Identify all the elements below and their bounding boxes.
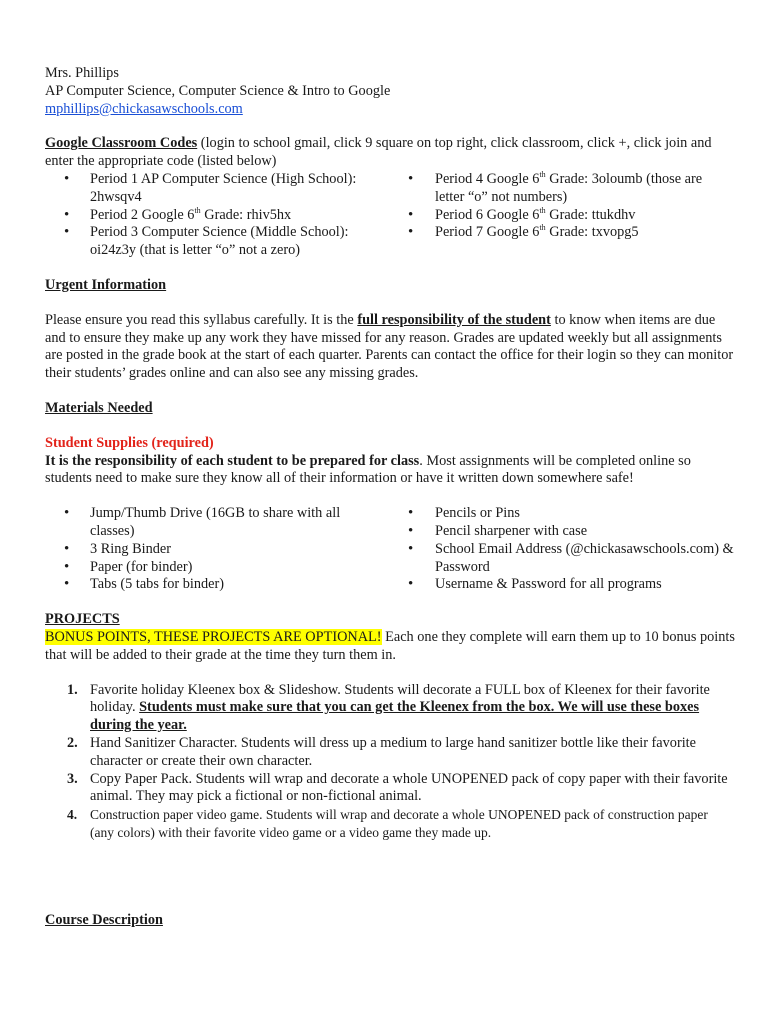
supplies-left [45, 505, 372, 594]
supply-item: • Jump/Thumb Drive (16GB to share with all classes) [45, 505, 372, 541]
classroom-codes-right [408, 171, 735, 242]
code-item: • Period 4 Google 6th Grade: 3oloumb (those are letter “o” not numbers) [408, 171, 735, 207]
supply-item: • Username & Password for all programs [408, 576, 735, 594]
bonus-highlight: BONUS POINTS, THESE PROJECTS ARE OPTIONAL! [45, 628, 382, 645]
project-item: 4. Construction paper video game. Students will wrap and decorate a whole UNOPENED pack of construction paper (any colors) with their favorite video game or a video game they made up. [67, 807, 708, 840]
classroom-codes-columns [45, 171, 735, 260]
classroom-codes-intro: Google Classroom Codes (login to school gmail, click 9 square on top right, click classroom, click +, click join and enter the appropriate code (listed below) [45, 135, 712, 170]
supply-item: • Paper (for binder) [45, 559, 372, 577]
project-item: 1. Favorite holiday Kleenex box & Slideshow. Students will decorate a FULL box of Kleenex for their favorite holiday. Students must make sure that you can get the Kleenex from the box. We will use these boxes during the year. [67, 681, 710, 734]
bonus-paragraph: BONUS POINTS, THESE PROJECTS ARE OPTIONAL! Each one they complete will earn them up to 10 bonus points that will be added to their grade at the time they turn them in. [45, 628, 735, 663]
supply-item: • Pencils or Pins [408, 505, 735, 523]
courses-line: AP Computer Science, Computer Science & Intro to Google [45, 82, 391, 99]
course-description-heading: Course Description [45, 911, 163, 928]
syllabus-page [45, 65, 735, 929]
project-item: 3. Copy Paper Pack. Students will wrap and decorate a whole UNOPENED pack of copy paper with their favorite animal. They may pick a fictional or non-fictional animal. [67, 770, 728, 805]
code-item: • Period 1 AP Computer Science (High School): 2hwsqv4 [45, 171, 372, 207]
project-item: 2. Hand Sanitizer Character. Students will dress up a medium to large hand sanitizer bottle like their favorite character or create their own character. [67, 734, 696, 769]
code-item: • Period 3 Computer Science (Middle School): oi24z3y (that is letter “o” not a zero) [45, 224, 372, 260]
code-item: • Period 6 Google 6th Grade: ttukdhv [408, 207, 735, 225]
supply-item: • 3 Ring Binder [45, 541, 372, 559]
supplies-title: Student Supplies (required) [45, 434, 214, 451]
responsibility-paragraph: It is the responsibility of each student to be prepared for class. Most assignments will be completed online so students need to make sure they know all of their information or have it written down somewhere safe! [45, 452, 691, 487]
projects-list [45, 682, 735, 842]
supply-item: • School Email Address (@chickasawschools.com) & Password [408, 541, 735, 577]
supplies-right [408, 505, 735, 594]
code-item: • Period 7 Google 6th Grade: txvopg5 [408, 224, 735, 242]
email-link[interactable]: mphillips@chickasawschools.com [45, 100, 243, 117]
code-item: • Period 2 Google 6th Grade: rhiv5hx [45, 207, 372, 225]
supplies-columns [45, 505, 735, 594]
classroom-codes-left [45, 171, 372, 260]
urgent-paragraph: Please ensure you read this syllabus carefully. It is the full responsibility of the student to know when items are due and to ensure they make up any work they have missed for any reason. Grades are updated weekly but all assignments are posted in the grade book at the start of each quarter. Parents can contact the office for their login so they can monitor their students’ grades online and can also see any missing grades. [45, 311, 734, 382]
classroom-codes-heading: Google Classroom Codes [45, 135, 198, 152]
projects-heading: PROJECTS [45, 611, 120, 628]
teacher-name: Mrs. Phillips [45, 65, 119, 81]
supply-item: • Tabs (5 tabs for binder) [45, 576, 372, 594]
urgent-heading: Urgent Information [45, 276, 167, 293]
supply-item: • Pencil sharpener with case [408, 523, 735, 541]
materials-heading: Materials Needed [45, 399, 153, 416]
